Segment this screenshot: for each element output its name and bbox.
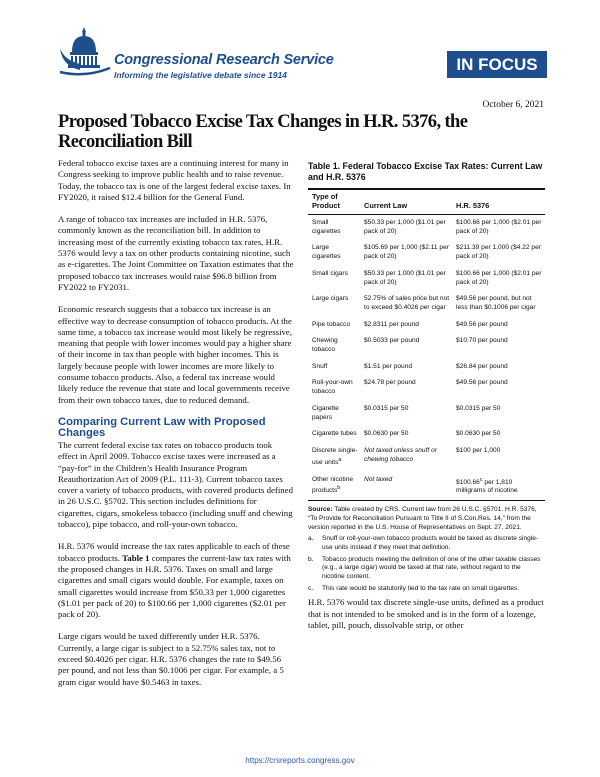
cell-proposed: $10.70 per pound: [456, 337, 508, 345]
footer-link[interactable]: https://crsreports.congress.gov: [245, 756, 355, 765]
list-item: c. This rate would be statutorily tied to the tax rate on small cigarettes.: [308, 584, 520, 592]
cell-type: Other nicotine products$^b$: [308, 472, 360, 501]
cell-type: Large cigarettes: [312, 244, 341, 261]
table-row: [308, 333, 545, 358]
org-name: Congressional Research Service: [114, 52, 334, 68]
table-source: Source: Table created by CRS. Current law from 26 U.S.C. §5701. H.R. 5376, “To Provide for Reconciliation Pursuant to Title II of S.Con.Res. 14,” from the version reported in the U.S. House of Representatives on Sept. 27, 2021.: [308, 506, 537, 531]
current-law-paragraph: The current federal excise tax rates on tobacco products took effect in April 2009. Tobacco excise taxes were increased as a “pay-for” in the Children’s Health Insurance Program Reauthorization Act of 2009 (P.L. 111-3). Current tobacco taxes cover a variety of tobacco products, with covered products defined in 26 U.S.C. §5702. This section includes definitions for cigarettes, cigars, smokeless tobacco (including snuff and chewing tobacco), pipe tobacco, and roll-your-own tobacco.: [58, 439, 293, 530]
table-reference: Table 1: [122, 552, 150, 563]
intro-paragraph: Federal tobacco excise taxes are a continuing interest for many in Congress seeking to improve public health and to raise revenue. Today, the tobacco tax is one of the largest federal excise taxes. In FY2020, it raised $12.4 billion for the General Fund.: [58, 158, 291, 202]
table-row: [308, 443, 545, 472]
cell-current: $0.5033 per pound: [364, 337, 420, 345]
cell-current: 52.75% of sales price but not to exceed $0.4026 per cigar: [364, 295, 450, 311]
cell-type: Small cigars: [312, 269, 348, 277]
cell-type: Cigarette papers: [312, 404, 339, 421]
cell-proposed: $0.0315 per 50: [456, 404, 501, 412]
cell-proposed: $100.66$^c$ per 1,810 milligrams of nicotine: [452, 472, 545, 501]
cell-type: Snuff: [312, 362, 328, 370]
rate-increase-paragraph: H.R. 5376 would increase the tax rates applicable to each of these tobacco products. Table 1 compares the current-law tax rates with the proposed changes in H.R. 5376. Taxes on small and large cigarettes and small cigars would double. For example, taxes on small cigarettes would increase from $50.33 per 1,000 cigarettes ($1.01 per pack of 20) to $100.66 per 1,000 cigarettes ($2.01 per pack of 20).: [58, 541, 291, 620]
large-cigars-paragraph: Large cigars would be taxed differently under H.R. 5376. Currently, a large cigar is subject to a 52.75% sales tax, not to exceed $0.4026 per cigar. H.R. 5376 changes the rate to $49.56 per pound, and not less than $0.1006 per cigar. For example, a 5 gram cigar would have $0.5463 in taxes.: [58, 631, 284, 687]
tax-rates-table: [308, 188, 545, 501]
footnote-marker: a: [338, 456, 342, 463]
table-row: [308, 317, 545, 334]
table-row: [308, 401, 545, 426]
single-use-paragraph: H.R. 5376 would tax discrete single-use units, defined as a product that is not intended to be smoked and is in the form of a lozenge, tablet, pill, pouch, dissolvable strip, or other: [308, 597, 544, 631]
cell-proposed: $0.0630 per 50: [456, 430, 501, 438]
footnote-marker: b: [337, 485, 341, 492]
table-row: [308, 215, 545, 241]
cell-current: Not taxed unless snuff or chewing tobacco: [364, 446, 437, 463]
cell-type: Pipe tobacco: [312, 320, 351, 328]
page-title: Proposed Tobacco Excise Tax Changes in H.R. 5376, the Reconciliation Bill: [58, 112, 468, 152]
list-item: a. Snuff or roll-your-own tobacco products would be taxed as discrete single-use units instead if they meet that definition.: [308, 535, 539, 551]
in-focus-badge: IN FOCUS: [447, 51, 547, 78]
cell-proposed: $100 per 1,000: [456, 446, 501, 454]
table-row: [308, 240, 545, 265]
footnote-marker: c: [479, 476, 483, 483]
header-type: Type of Product: [308, 189, 360, 215]
cell-current: $1.51 per pound: [364, 362, 413, 370]
table-row: [308, 359, 545, 376]
cell-type: Cigarette tubes: [312, 430, 357, 438]
cell-type: Large cigars: [312, 295, 349, 303]
table-row: [308, 426, 545, 443]
org-tagline: Informing the legislative debate since 1914: [114, 70, 287, 80]
table-notes: [308, 535, 545, 593]
cell-proposed: $49.56 per pound: [456, 379, 508, 387]
table-row: [308, 472, 545, 501]
cell-type: Discrete single-use units$^a$: [312, 446, 358, 466]
cell-proposed: $49.56 per pound: [456, 320, 508, 328]
cell-current: $24.78 per pound: [364, 379, 416, 387]
cell-current: $0.0630 per 50: [364, 430, 409, 438]
header-current-law: Current Law: [360, 189, 452, 215]
table-title: Table 1. Federal Tobacco Excise Tax Rates: Current Law and H.R. 5376: [308, 161, 543, 182]
list-item: b. Tobacco products meeting the definition of one of the other taxable classes (e.g., a large cigar) would be taxed at that rate, without regard to the nicotine content.: [308, 555, 541, 581]
cell-current: $50.33 per 1,000 ($1.01 per pack of 20): [364, 219, 446, 235]
publication-date: October 6, 2021: [482, 100, 544, 110]
table-row: [308, 266, 545, 291]
reconciliation-paragraph: A range of tobacco tax increases are included in H.R. 5376, commonly known as the reconciliation bill. In addition to increasing most of the currently existing tobacco tax rates, H.R. 5376 would levy a tax on other products containing nicotine, such as e-cigarettes. The Joint Committee on Taxation estimates that the proposed tobacco tax increases would raise $96.8 billion from FY2022 to FY2031.: [58, 214, 294, 292]
cell-current: Not taxed: [360, 472, 452, 501]
table-row: [308, 291, 545, 316]
cell-proposed: $49.56 per pound, but not less than $0.1006 per cigar: [456, 295, 536, 311]
capitol-dome-logo: [58, 26, 112, 82]
cell-proposed: $100.66 per 1,000 ($2.01 per pack of 20): [456, 269, 542, 286]
cell-proposed: $100.66 per 1,000 ($2.01 per pack of 20): [456, 219, 542, 235]
cell-type: Chewing tobacco: [312, 337, 338, 354]
cell-current: $50.33 per 1,000 ($1.01 per pack of 20): [364, 269, 446, 286]
cell-type: Roll-your-own tobacco: [312, 379, 353, 396]
economic-research-paragraph: Economic research suggests that a tobacco tax increase is an effective way to decrease consumption of tobacco products. At the same time, a tobacco tax increase would most likely be regressive, meaning that people with lower incomes would pay a higher share of their income in tax than people with higher incomes. This is largely because people with lower incomes are more likely to consume tobacco products. Also, a federal tax increase would likely reduce the revenue that state and local governments receive from their own tobacco taxes, due to reduced demand.: [58, 304, 293, 405]
header-hr5376: H.R. 5376: [452, 189, 545, 215]
right-column: [308, 161, 545, 631]
cell-current: $105.69 per 1,000 ($2.11 per pack of 20): [364, 244, 449, 261]
section-heading: Comparing Current Law with Proposed Changes: [58, 415, 266, 440]
cell-type: Small cigarettes: [312, 219, 341, 235]
table-row: [308, 375, 545, 400]
table-header-row: [308, 189, 545, 215]
left-column: [58, 158, 294, 699]
cell-proposed: $211.39 per 1,000 ($4.22 per pack of 20): [456, 244, 541, 261]
cell-proposed: $26.84 per pound: [456, 362, 508, 370]
cell-current: $2.8311 per pound: [364, 320, 419, 328]
cell-current: $0.0315 per 50: [364, 404, 409, 412]
